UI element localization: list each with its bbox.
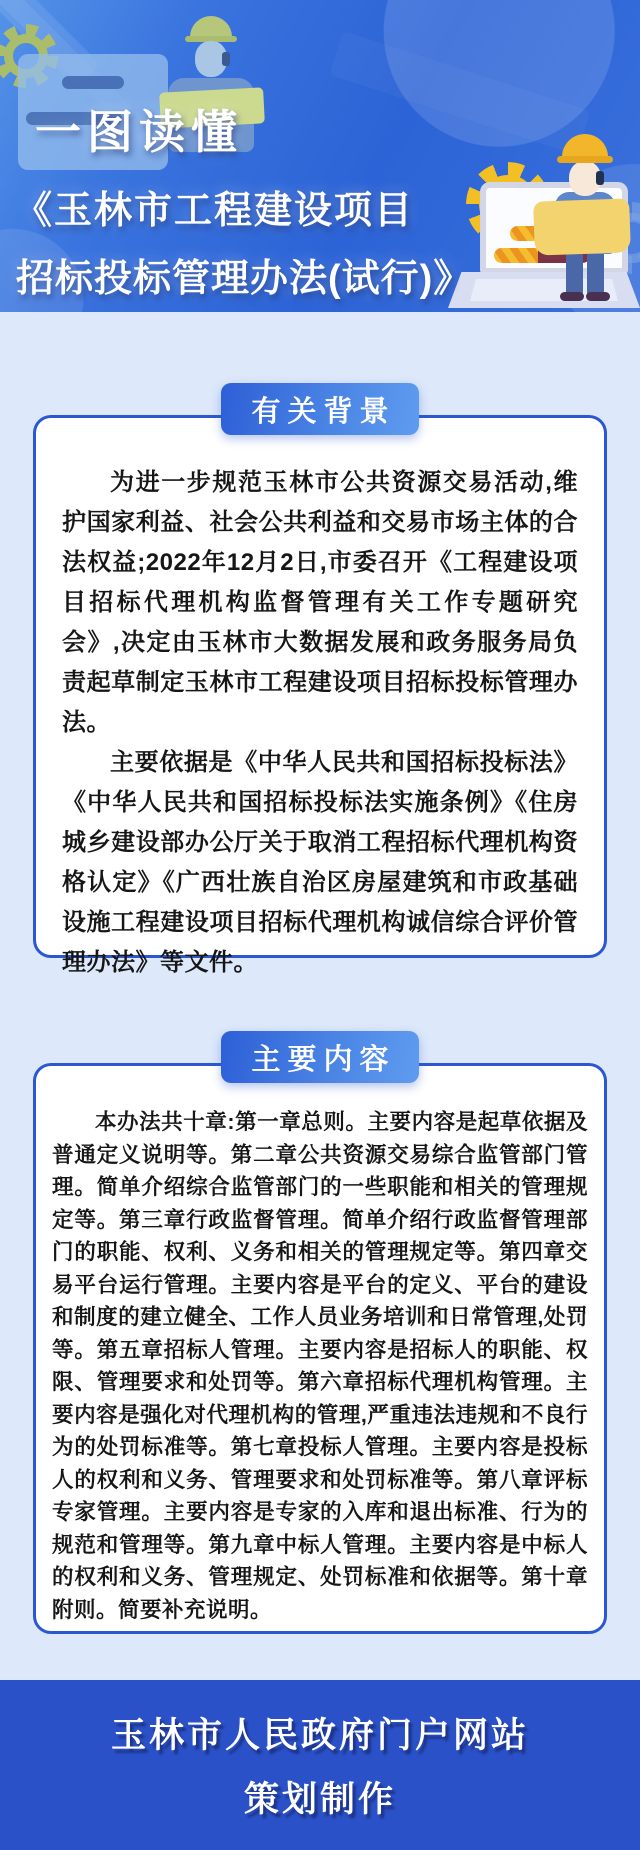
blueprint-icon (533, 198, 631, 255)
progress-stripe (494, 248, 538, 263)
poster-title (0, 96, 472, 302)
paragraph: 本办法共十章:第一章总则。主要内容是起草依据及普通定义说明等。第二章公共资源交易综合监管部门管理。简单介绍综合监管部门的一些职能和相关的管理规定等。第三章行政监督管理。简单介绍行政监督管理部门的职能、权利、义务和相关的管理规定等。第四章交易平台运行管理。主要内容是平台的定义、平台的建设和制度的建立健全、工作人员业务培训和日常管理,处罚等。第五章招标人管理。主要内容是招标人的职能、权限、管理要求和处罚等。第六章招标代理机构管理。主要内容是强化对代理机构的管理,严重违法违规和不良行为的处罚标准等。第七章投标人管理。主要内容是投标人的权利和义务、管理要求和处罚标准等。第八章评标专家管理。主要内容是专家的入库和退出标准、行为的规范和管理等。第九章中标人管理。主要内容是中标人的权利和义务、管理规定、处罚标准和依据等。第十章附则。简要补充说明。 (52, 1110, 588, 1622)
card-main-content (33, 1063, 607, 1634)
section-background (0, 383, 640, 976)
hard-hat-icon (562, 134, 608, 158)
headset-icon (222, 52, 230, 66)
section-main-content (0, 1031, 640, 1634)
title-line-1: 一图读懂 (35, 106, 243, 158)
section-badge-background: 有关背景 (221, 383, 419, 435)
footer-line-1: 玉林市人民政府门户网站 (110, 1716, 529, 1755)
footer-line-2: 策划制作 (243, 1780, 396, 1819)
hard-hat-icon (190, 16, 232, 38)
worker-shoe (560, 292, 584, 301)
footer (0, 1680, 640, 1850)
text-bar-icon (62, 76, 124, 89)
card-background (33, 415, 607, 976)
worker-illustration-right (548, 134, 634, 306)
worker-leg (566, 252, 583, 296)
paragraph: 为进一步规范玉林市公共资源交易活动,维护国家利益、社会公共利益和交易市场主体的合法权益;2022年12月2日,市委召开《工程建设项目招标代理机构监督管理有关工作专题研究会》,决定由玉林市大数据发展和政务服务局负责起草制定玉林市工程建设项目招标投标管理办法。 (62, 469, 578, 736)
headset-icon (596, 171, 604, 185)
worker-shoe (586, 292, 610, 301)
title-line-2: 《玉林市工程建设项目 (14, 190, 415, 232)
hard-hat-brim-icon (557, 156, 613, 163)
title-line-3: 招标投标管理办法(试行)》 (16, 258, 473, 300)
hero-header (0, 0, 640, 312)
paragraph: 主要依据是《中华人民共和国招标投标法》《中华人民共和国招标投标法实施条例》《住房城乡建设部办公厅关于取消工程招标代理机构资格认定》《广西壮族自治区房屋建筑和市政基础设施工程建设项目招标代理机构诚信综合评价管理办法》等文件。 (62, 749, 578, 976)
worker-leg (587, 252, 604, 296)
section-badge-main-content: 主要内容 (221, 1031, 419, 1083)
